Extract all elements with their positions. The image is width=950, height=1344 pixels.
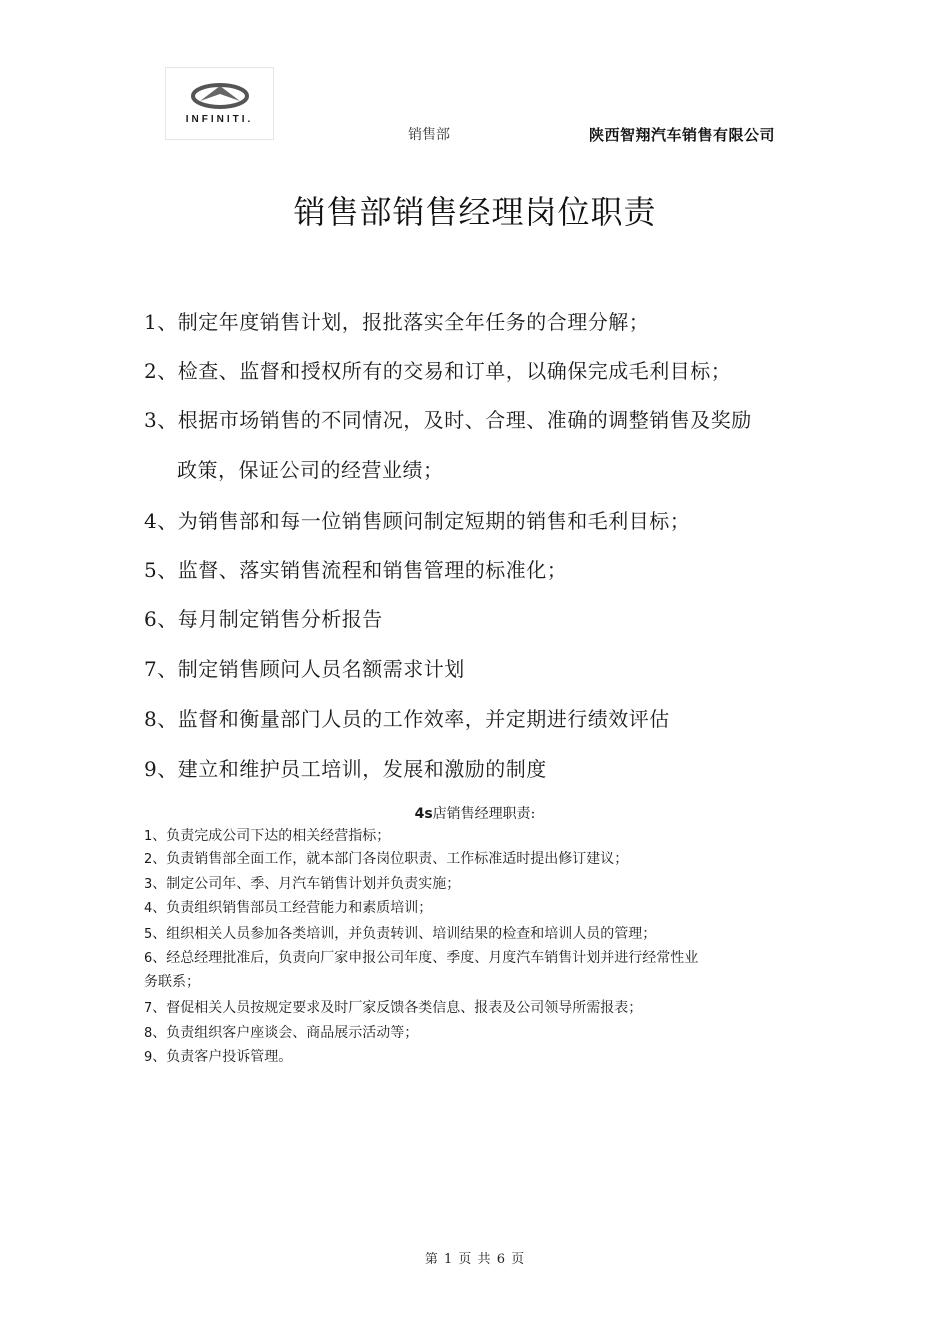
company-name: 陕西智翔汽车销售有限公司 bbox=[589, 126, 776, 144]
duty-item: 9、建立和维护员工培训，发展和激励的制度 bbox=[144, 757, 547, 781]
duty-item: 8、监督和衡量部门人员的工作效率，并定期进行绩效评估 bbox=[144, 707, 670, 731]
list-item: 2、负责销售部全面工作，就本部门各岗位职责、工作标准适时提出修订建议； bbox=[144, 851, 629, 867]
duty-item: 5、监督、落实销售流程和销售管理的标准化； bbox=[144, 558, 568, 582]
list-item: 8、负责组织客户座谈会、商品展示活动等； bbox=[144, 1025, 419, 1041]
duty-item-continuation: 政策，保证公司的经营业绩； bbox=[177, 458, 444, 482]
department-label: 销售部 bbox=[408, 127, 450, 143]
logo-text: INFINITI. bbox=[185, 114, 254, 125]
duty-item: 3、根据市场销售的不同情况，及时、合理、准确的调整销售及奖励 bbox=[144, 408, 752, 432]
company-logo bbox=[165, 67, 274, 140]
list-item: 3、制定公司年、季、月汽车销售计划并负责实施； bbox=[144, 876, 461, 892]
section-title: 4s店销售经理职责: bbox=[414, 806, 536, 822]
list-item: 5、组织相关人员参加各类培训，并负责转训、培训结果的检查和培训人员的管理； bbox=[144, 926, 657, 942]
list-item-continuation: 务联系； bbox=[144, 974, 200, 990]
list-item: 7、督促相关人员按规定要求及时厂家反馈各类信息、报表及公司领导所需报表； bbox=[144, 1000, 643, 1016]
duty-item: 6、每月制定销售分析报告 bbox=[144, 607, 383, 631]
list-item: 9、负责客户投诉管理。 bbox=[144, 1049, 293, 1065]
infiniti-emblem-icon bbox=[190, 82, 250, 110]
duty-item: 4、为销售部和每一位销售顾问制定短期的销售和毛利目标； bbox=[144, 509, 691, 533]
list-item: 4、负责组织销售部员工经营能力和素质培训； bbox=[144, 900, 433, 916]
duty-item: 2、检查、监督和授权所有的交易和订单，以确保完成毛利目标； bbox=[144, 359, 732, 383]
duty-item: 1、制定年度销售计划，报批落实全年任务的合理分解； bbox=[144, 310, 650, 334]
list-item: 1、负责完成公司下达的相关经营指标； bbox=[144, 828, 391, 844]
page-title: 销售部销售经理岗位职责 bbox=[293, 193, 657, 231]
duty-item: 7、制定销售顾问人员名额需求计划 bbox=[144, 657, 465, 681]
list-item: 6、经总经理批准后，负责向厂家申报公司年度、季度、月度汽车销售计划并进行经常性业 bbox=[144, 950, 699, 966]
page-footer: 第 1 页 共 6 页 bbox=[424, 1252, 526, 1267]
